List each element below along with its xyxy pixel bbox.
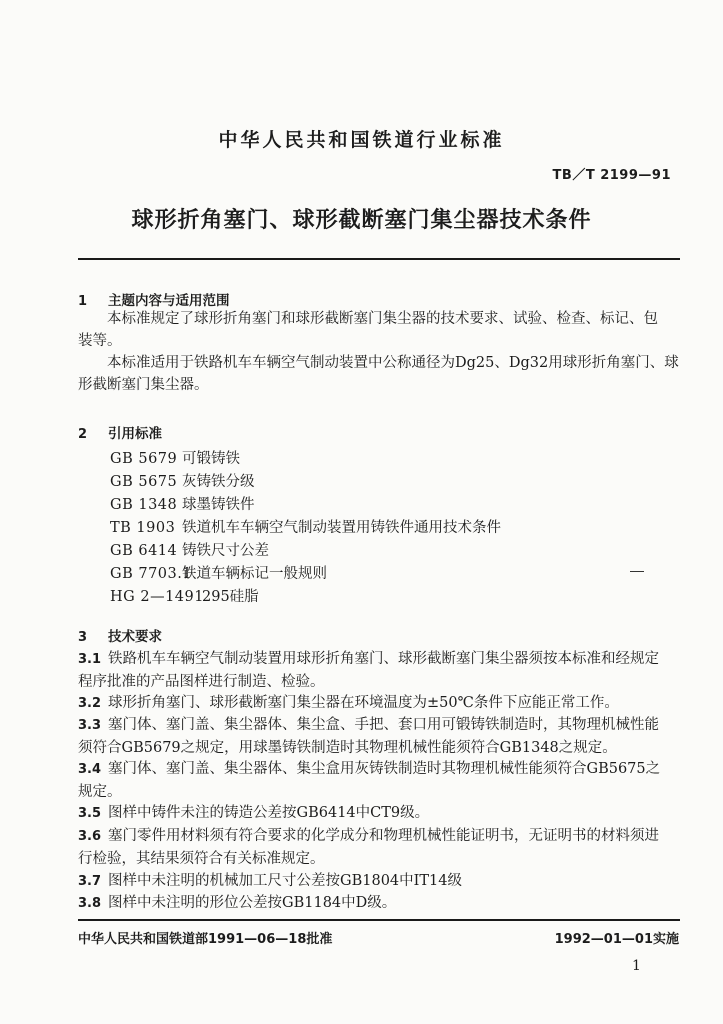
clause-3-5 [78,802,678,825]
clause-text: 球形折角塞门、球形截断塞门集尘器在环境温度为±50℃条件下应能正常工作。 [108,695,619,711]
clause-number: 3.3 [78,718,102,733]
reference-item [110,540,269,562]
clause-text: 规定。 [78,784,122,800]
paragraph-line: 形截断塞门集尘器。 [78,377,209,393]
margin-dash-mark [630,571,644,572]
clause-3-6 [78,825,678,870]
reference-code: GB 6414 [110,543,178,559]
clause-3-7 [78,870,678,893]
clause-3-3 [78,714,678,759]
effective-date: 1992—01—01实施 [554,932,679,947]
reference-item [110,563,327,585]
footer-divider [78,919,680,921]
clause-number: 3.2 [78,696,102,711]
reference-name: 灰铸铁分级 [182,474,255,490]
clause-3-4 [78,758,678,803]
clause-number: 3.1 [78,652,102,667]
clause-text: 程序批准的产品图样进行制造、检验。 [78,674,325,690]
section-2-heading [78,422,162,442]
clause-number: 3.7 [78,874,102,889]
reference-name: 可锻铸铁 [182,451,240,467]
clause-text: 图样中未注明的机械加工尺寸公差按GB1804中IT14级 [108,873,462,889]
section-title: 主题内容与适用范围 [108,293,230,309]
section-3-heading [78,625,162,645]
clause-text: 行检验，其结果须符合有关标准规定。 [78,851,325,867]
clause-text: 图样中未注明的形位公差按GB1184中D级。 [108,895,397,911]
section-number: 3 [78,630,88,645]
clause-number: 3.4 [78,762,102,777]
clause-3-1 [78,648,678,693]
paragraph-line: 本标准适用于铁路机车车辆空气制动装置中公称通径为Dg25、Dg32用球形折角塞门、球 [107,355,679,371]
reference-name: 球墨铸铁件 [182,497,255,513]
page-number: 1 [632,958,641,974]
paragraph-line: 本标准规定了球形折角塞门和球形截断塞门集尘器的技术要求、试验、检查、标记、包 [107,311,658,327]
reference-item [110,517,501,539]
approval-date: 中华人民共和国铁道部1991—06—18批准 [78,932,333,947]
reference-item [110,471,255,493]
clause-text: 塞门体、塞门盖、集尘器体、集尘盒用灰铸铁制造时其物理机械性能须符合GB5675之 [108,761,661,777]
reference-name: 铸铁尺寸公差 [182,543,269,559]
clause-3-2 [78,692,678,715]
reference-code: GB 5679 [110,451,178,467]
clause-number: 3.5 [78,806,102,821]
reference-item [110,448,240,470]
reference-name: 铁道车辆标记一般规则 [182,566,327,582]
reference-name: 295硅脂 [202,589,259,605]
clause-number: 3.6 [78,829,102,844]
clause-number: 3.8 [78,896,102,911]
reference-name: 铁道机车车辆空气制动装置用铸铁件通用技术条件 [182,520,501,536]
clause-text: 须符合GB5679之规定，用球墨铸铁制造时其物理机械性能须符合GB1348之规定。 [78,740,617,756]
reference-code: TB 1903 [110,520,176,536]
reference-item [110,586,259,608]
clause-3-8 [78,892,678,915]
reference-code: GB 5675 [110,474,178,490]
paragraph-line: 装等。 [78,333,122,349]
clause-text: 塞门体、塞门盖、集尘器体、集尘盒、手把、套口用可锻铸铁制造时，其物理机械性能 [108,717,659,733]
reference-code: GB 7703.1 [110,566,193,582]
title-divider [78,258,680,260]
section-title: 引用标准 [108,426,162,442]
clause-text: 图样中铸件未注的铸造公差按GB6414中CT9级。 [108,805,430,821]
reference-item [110,494,255,516]
section-1-heading [78,289,230,309]
document-title: 球形折角塞门、球形截断塞门集尘器技术条件 [131,208,592,233]
agency-title: 中华人民共和国铁道行业标准 [218,129,505,151]
section-number: 1 [78,294,88,309]
section-number: 2 [78,427,88,442]
reference-code: HG 2—1491 [110,589,204,605]
clause-text: 塞门零件用材料须有符合要求的化学成分和物理机械性能证明书，无证明书的材料须进 [108,828,659,844]
section-title: 技术要求 [108,629,162,645]
standard-number: TB／T 2199—91 [552,168,671,183]
clause-text: 铁路机车车辆空气制动装置用球形折角塞门、球形截断塞门集尘器须按本标准和经规定 [108,651,659,667]
reference-code: GB 1348 [110,497,178,513]
